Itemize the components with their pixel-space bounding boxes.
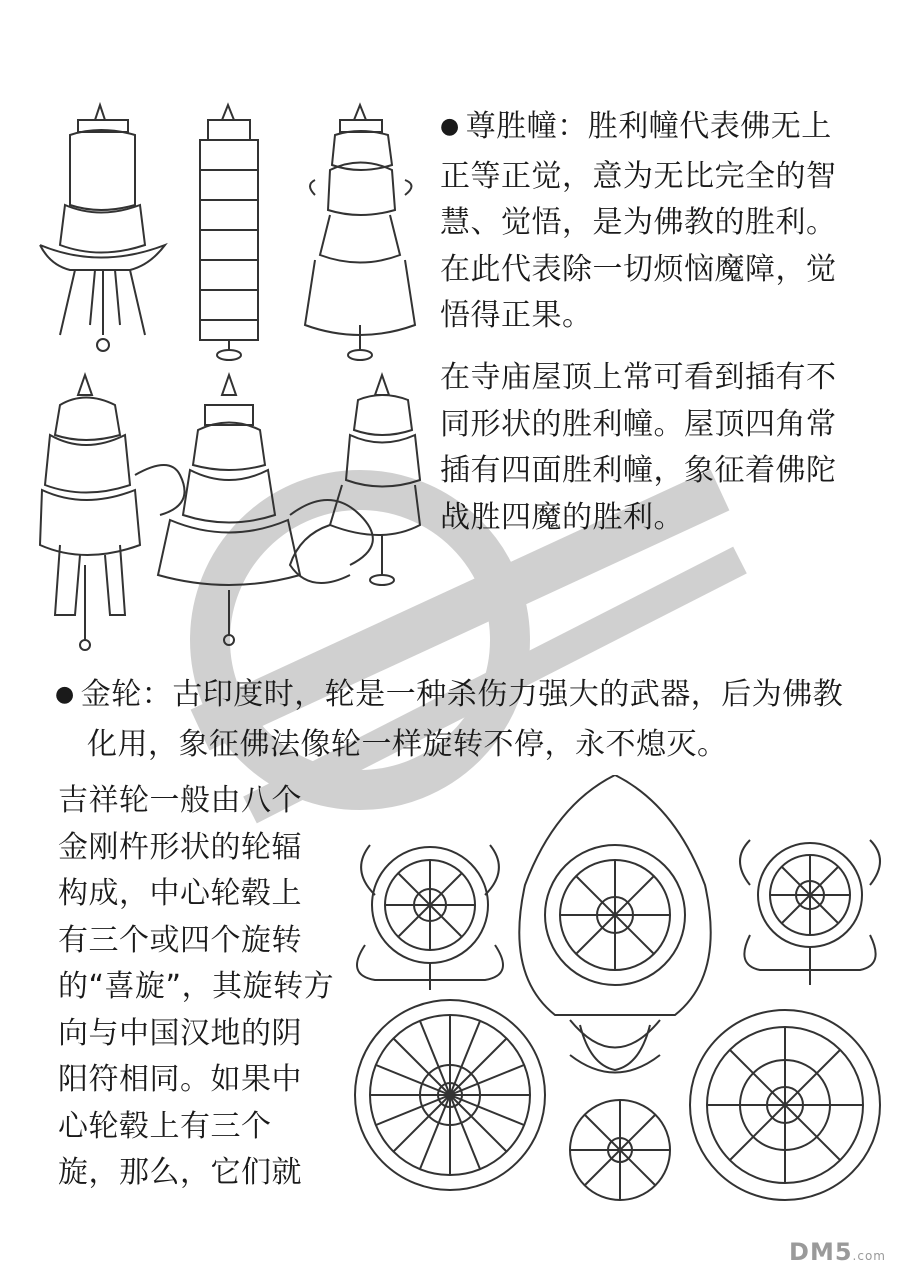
- section-golden-wheel: [55, 672, 875, 768]
- section1-p2-line-4: 战胜四魔的胜利。: [440, 499, 684, 535]
- bullet-icon: ●: [440, 114, 460, 139]
- dharma-wheel-icon: [357, 845, 503, 990]
- victory-banner-icon: [290, 375, 420, 585]
- section1-paragraph-2: [440, 355, 890, 541]
- section2-p2-line-2: 金刚杵形状的轮辐: [58, 829, 302, 865]
- dharma-wheel-icon: [519, 775, 710, 1073]
- section1-line-2: 正等正觉，意为无比完全的智: [440, 158, 837, 194]
- dharma-wheel-icon: [570, 1100, 670, 1200]
- dharma-wheels-illustration: [345, 775, 885, 1215]
- victory-banner-icon: [305, 105, 415, 360]
- section2-paragraph-2: [58, 778, 358, 1197]
- section1-line-4: 在此代表除一切烦恼魔障，觉: [440, 251, 837, 287]
- section2-p2-line-6: 向与中国汉地的阴: [58, 1015, 302, 1051]
- site-logo: DM5.com: [789, 1238, 886, 1266]
- victory-banner-icon: [158, 375, 373, 645]
- section2-p2-line-9: 旋，那么，它们就: [58, 1155, 302, 1190]
- section2-p2-line-1: 吉祥轮一般由八个: [58, 783, 302, 818]
- section2-p2-line-5: 的“喜旋”，其旋转方: [58, 969, 335, 1004]
- section2-line-1: ● 金轮：古印度时，轮是一种杀伤力强大的武器，后为佛教: [55, 677, 844, 712]
- victory-banner-icon: [40, 105, 165, 351]
- section2-p2-line-3: 构成，中心轮毂上: [58, 876, 302, 911]
- section2-p2-line-4: 有三个或四个旋转: [58, 922, 302, 958]
- dharma-wheel-icon: [690, 1010, 880, 1200]
- victory-banner-icon: [200, 105, 258, 360]
- section2-line-2: 化用，象征佛法像轮一样旋转不停，永不熄灭。: [87, 726, 728, 762]
- section-victory-banner: [440, 104, 890, 340]
- section1-p2-line-3: 插有四面胜利幢，象征着佛陀: [440, 453, 837, 488]
- dharma-wheel-icon: [355, 1000, 545, 1190]
- section2-p2-line-7: 阳符相同。如果中: [58, 1062, 302, 1097]
- section1-p2-line-1: 在寺庙屋顶上常可看到插有不: [440, 360, 837, 395]
- section1-line-1: ● 尊胜幢：胜利幢代表佛无上: [440, 109, 832, 144]
- section1-p2-line-2: 同形状的胜利幢。屋顶四角常: [440, 406, 837, 442]
- section1-line-5: 悟得正果。: [440, 298, 593, 333]
- section2-p2-line-8: 心轮毂上有三个: [58, 1108, 272, 1144]
- section1-line-3: 慧、觉悟，是为佛教的胜利。: [440, 205, 837, 240]
- bullet-icon: ●: [55, 682, 75, 707]
- victory-banners-illustration: [30, 95, 425, 655]
- victory-banner-icon: [40, 375, 185, 650]
- dharma-wheel-icon: [740, 840, 880, 985]
